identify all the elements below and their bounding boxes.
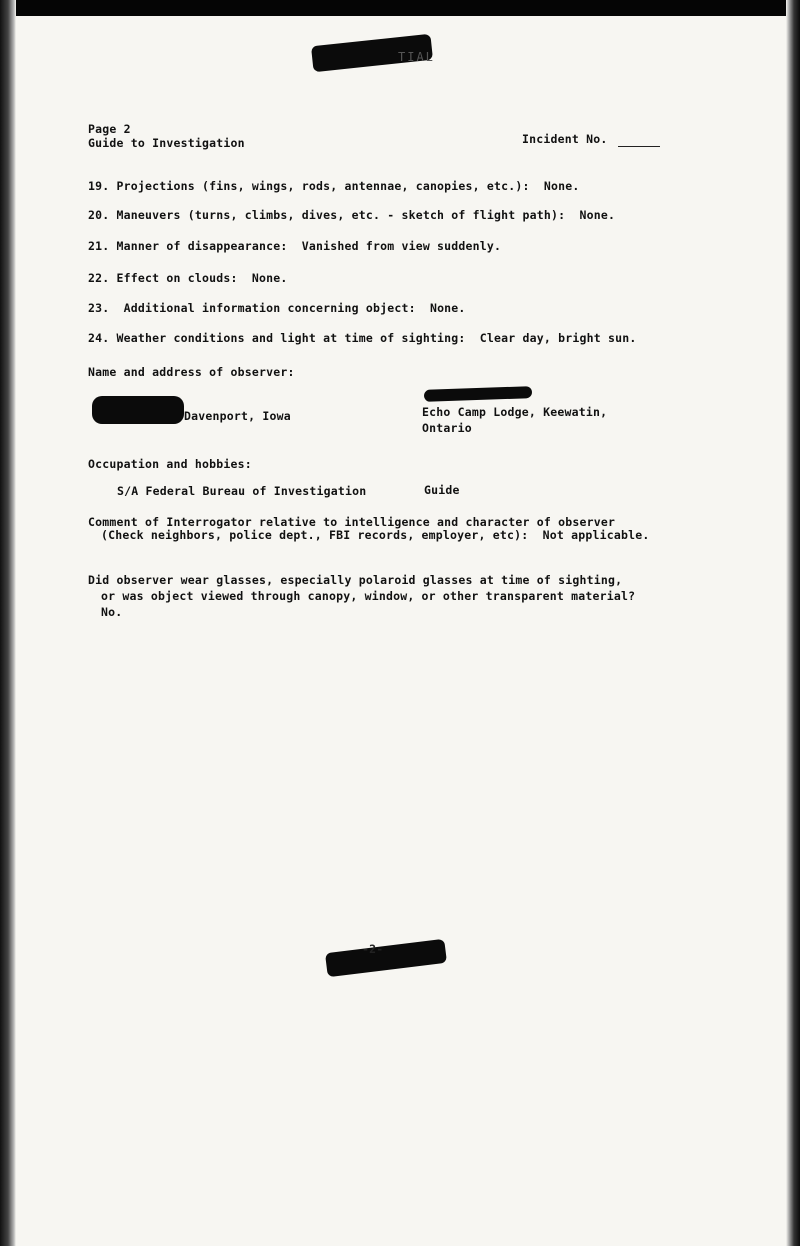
item-21-text: Manner of disappearance: Vanished from view suddenly.	[116, 239, 502, 253]
item-23-text: Additional information concerning object: None.	[123, 301, 466, 315]
item-22	[88, 271, 287, 285]
scan-border-top	[0, 0, 800, 16]
footer-page-number: -2-	[362, 942, 384, 956]
observer-heading: Name and address of observer:	[88, 365, 295, 379]
item-24-number: 24.	[88, 331, 110, 345]
guide-title: Guide to Investigation	[88, 136, 245, 150]
item-22-text: Effect on clouds: None.	[116, 271, 288, 285]
item-24	[88, 331, 637, 345]
page-number-label: Page 2	[88, 122, 131, 136]
comment-line-1: Comment of Interrogator relative to intelligence and character of observer	[88, 515, 616, 529]
occupation-observer-2: Guide	[424, 483, 460, 497]
item-19-text: Projections (fins, wings, rods, antennae, canopies, etc.): None.	[116, 179, 580, 193]
item-20	[88, 208, 615, 222]
item-20-text: Maneuvers (turns, climbs, dives, etc. - sketch of flight path): None.	[116, 208, 616, 222]
redaction-observer-1-name	[92, 396, 184, 424]
observer-2-address-line2: Ontario	[422, 421, 472, 435]
classification-stamp: TIAL	[398, 50, 435, 64]
redaction-observer-2-name	[424, 386, 532, 402]
observer-1-city: Davenport, Iowa	[184, 409, 291, 423]
incident-label: Incident No.	[522, 132, 608, 146]
scan-border-right	[786, 0, 800, 1246]
item-24-text: Weather conditions and light at time of sighting: Clear day, bright sun.	[116, 331, 637, 345]
incident-number-blank	[618, 146, 660, 147]
item-23-number: 23.	[88, 301, 110, 315]
item-20-number: 20.	[88, 208, 110, 222]
occupation-heading: Occupation and hobbies:	[88, 457, 252, 471]
scan-border-left	[0, 0, 16, 1246]
item-19	[88, 179, 580, 193]
observer-2-address-line1: Echo Camp Lodge, Keewatin,	[422, 405, 608, 419]
item-19-number: 19.	[88, 179, 110, 193]
item-22-number: 22.	[88, 271, 110, 285]
occupation-observer-1: S/A Federal Bureau of Investigation	[117, 484, 367, 498]
item-23	[88, 301, 466, 315]
item-21-number: 21.	[88, 239, 110, 253]
redaction-footer	[325, 939, 447, 977]
glasses-question-line-2: or was object viewed through canopy, window, or other transparent material?	[101, 589, 636, 603]
glasses-answer: No.	[101, 605, 123, 619]
glasses-question-line-1: Did observer wear glasses, especially polaroid glasses at time of sighting,	[88, 573, 623, 587]
item-21	[88, 239, 501, 253]
comment-line-2: (Check neighbors, police dept., FBI records, employer, etc): Not applicable.	[101, 528, 650, 542]
